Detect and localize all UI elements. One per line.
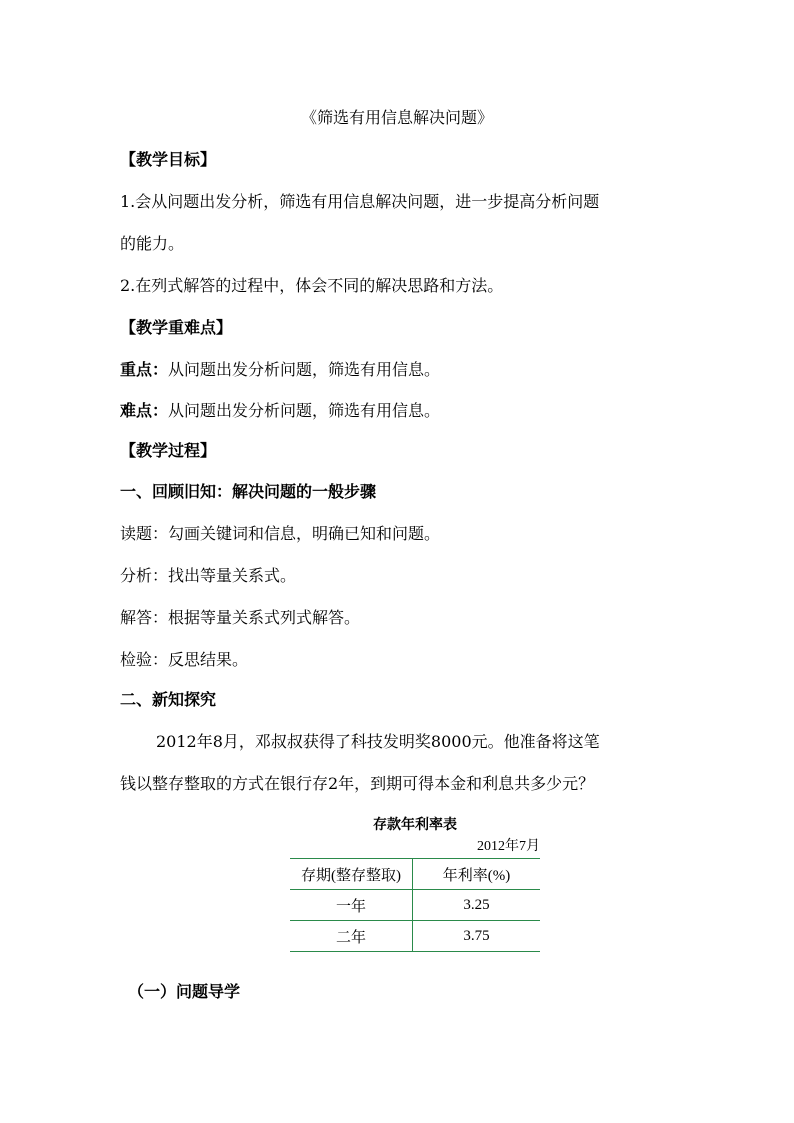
key-point	[120, 360, 440, 380]
rate-table-date: 2012年7月	[477, 839, 540, 854]
rate-table-caption: 存款年利率表	[373, 817, 457, 833]
problem-line1: 2012年8月，邓叔叔获得了科技发明奖8000元。他准备将这笔	[156, 732, 600, 751]
rate-cell: 3.75	[463, 927, 490, 944]
rate-table-header-row	[290, 859, 540, 890]
key-point-label: 重点：	[120, 360, 169, 379]
difficult-point	[120, 401, 440, 421]
goal-1-line1: 1.会从问题出发分析，筛选有用信息解决问题，进一步提高分析问题	[120, 192, 600, 211]
goal-1-line2: 的能力。	[120, 234, 185, 253]
subsection-1-heading: （一）问题导学	[128, 982, 241, 1001]
step-check: 检验：反思结果。	[120, 650, 249, 669]
goal-2: 2.在列式解答的过程中，体会不同的解决思路和方法。	[120, 276, 504, 295]
document-title: 《筛选有用信息解决问题》	[300, 108, 493, 127]
header-term: 存期(整存整取)	[290, 859, 413, 890]
key-points-heading: 【教学重难点】	[120, 318, 233, 337]
goals-heading: 【教学目标】	[120, 150, 217, 169]
term-cell: 一年	[290, 890, 413, 921]
problem-line2: 钱以整存整取的方式在银行存2年，到期可得本金和利息共多少元？	[120, 774, 595, 793]
section-2-heading: 二、新知探究	[120, 690, 217, 709]
section-1-heading: 一、回顾旧知：解决问题的一般步骤	[120, 482, 377, 501]
difficult-point-label: 难点：	[120, 401, 169, 420]
header-rate: 年利率(%)	[442, 867, 511, 884]
table-row	[290, 890, 540, 921]
process-heading: 【教学过程】	[120, 441, 217, 460]
term-cell: 二年	[290, 921, 413, 952]
step-read: 读题：勾画关键词和信息，明确已知和问题。	[120, 524, 441, 543]
difficult-point-text: 从问题出发分析问题，筛选有用信息。	[168, 401, 441, 420]
step-answer: 解答：根据等量关系式列式解答。	[120, 608, 361, 627]
step-analyze: 分析：找出等量关系式。	[120, 566, 297, 585]
table-row	[290, 921, 540, 952]
key-point-text: 从问题出发分析问题，筛选有用信息。	[168, 360, 441, 379]
rate-table	[290, 858, 540, 952]
rate-cell: 3.25	[463, 896, 490, 913]
